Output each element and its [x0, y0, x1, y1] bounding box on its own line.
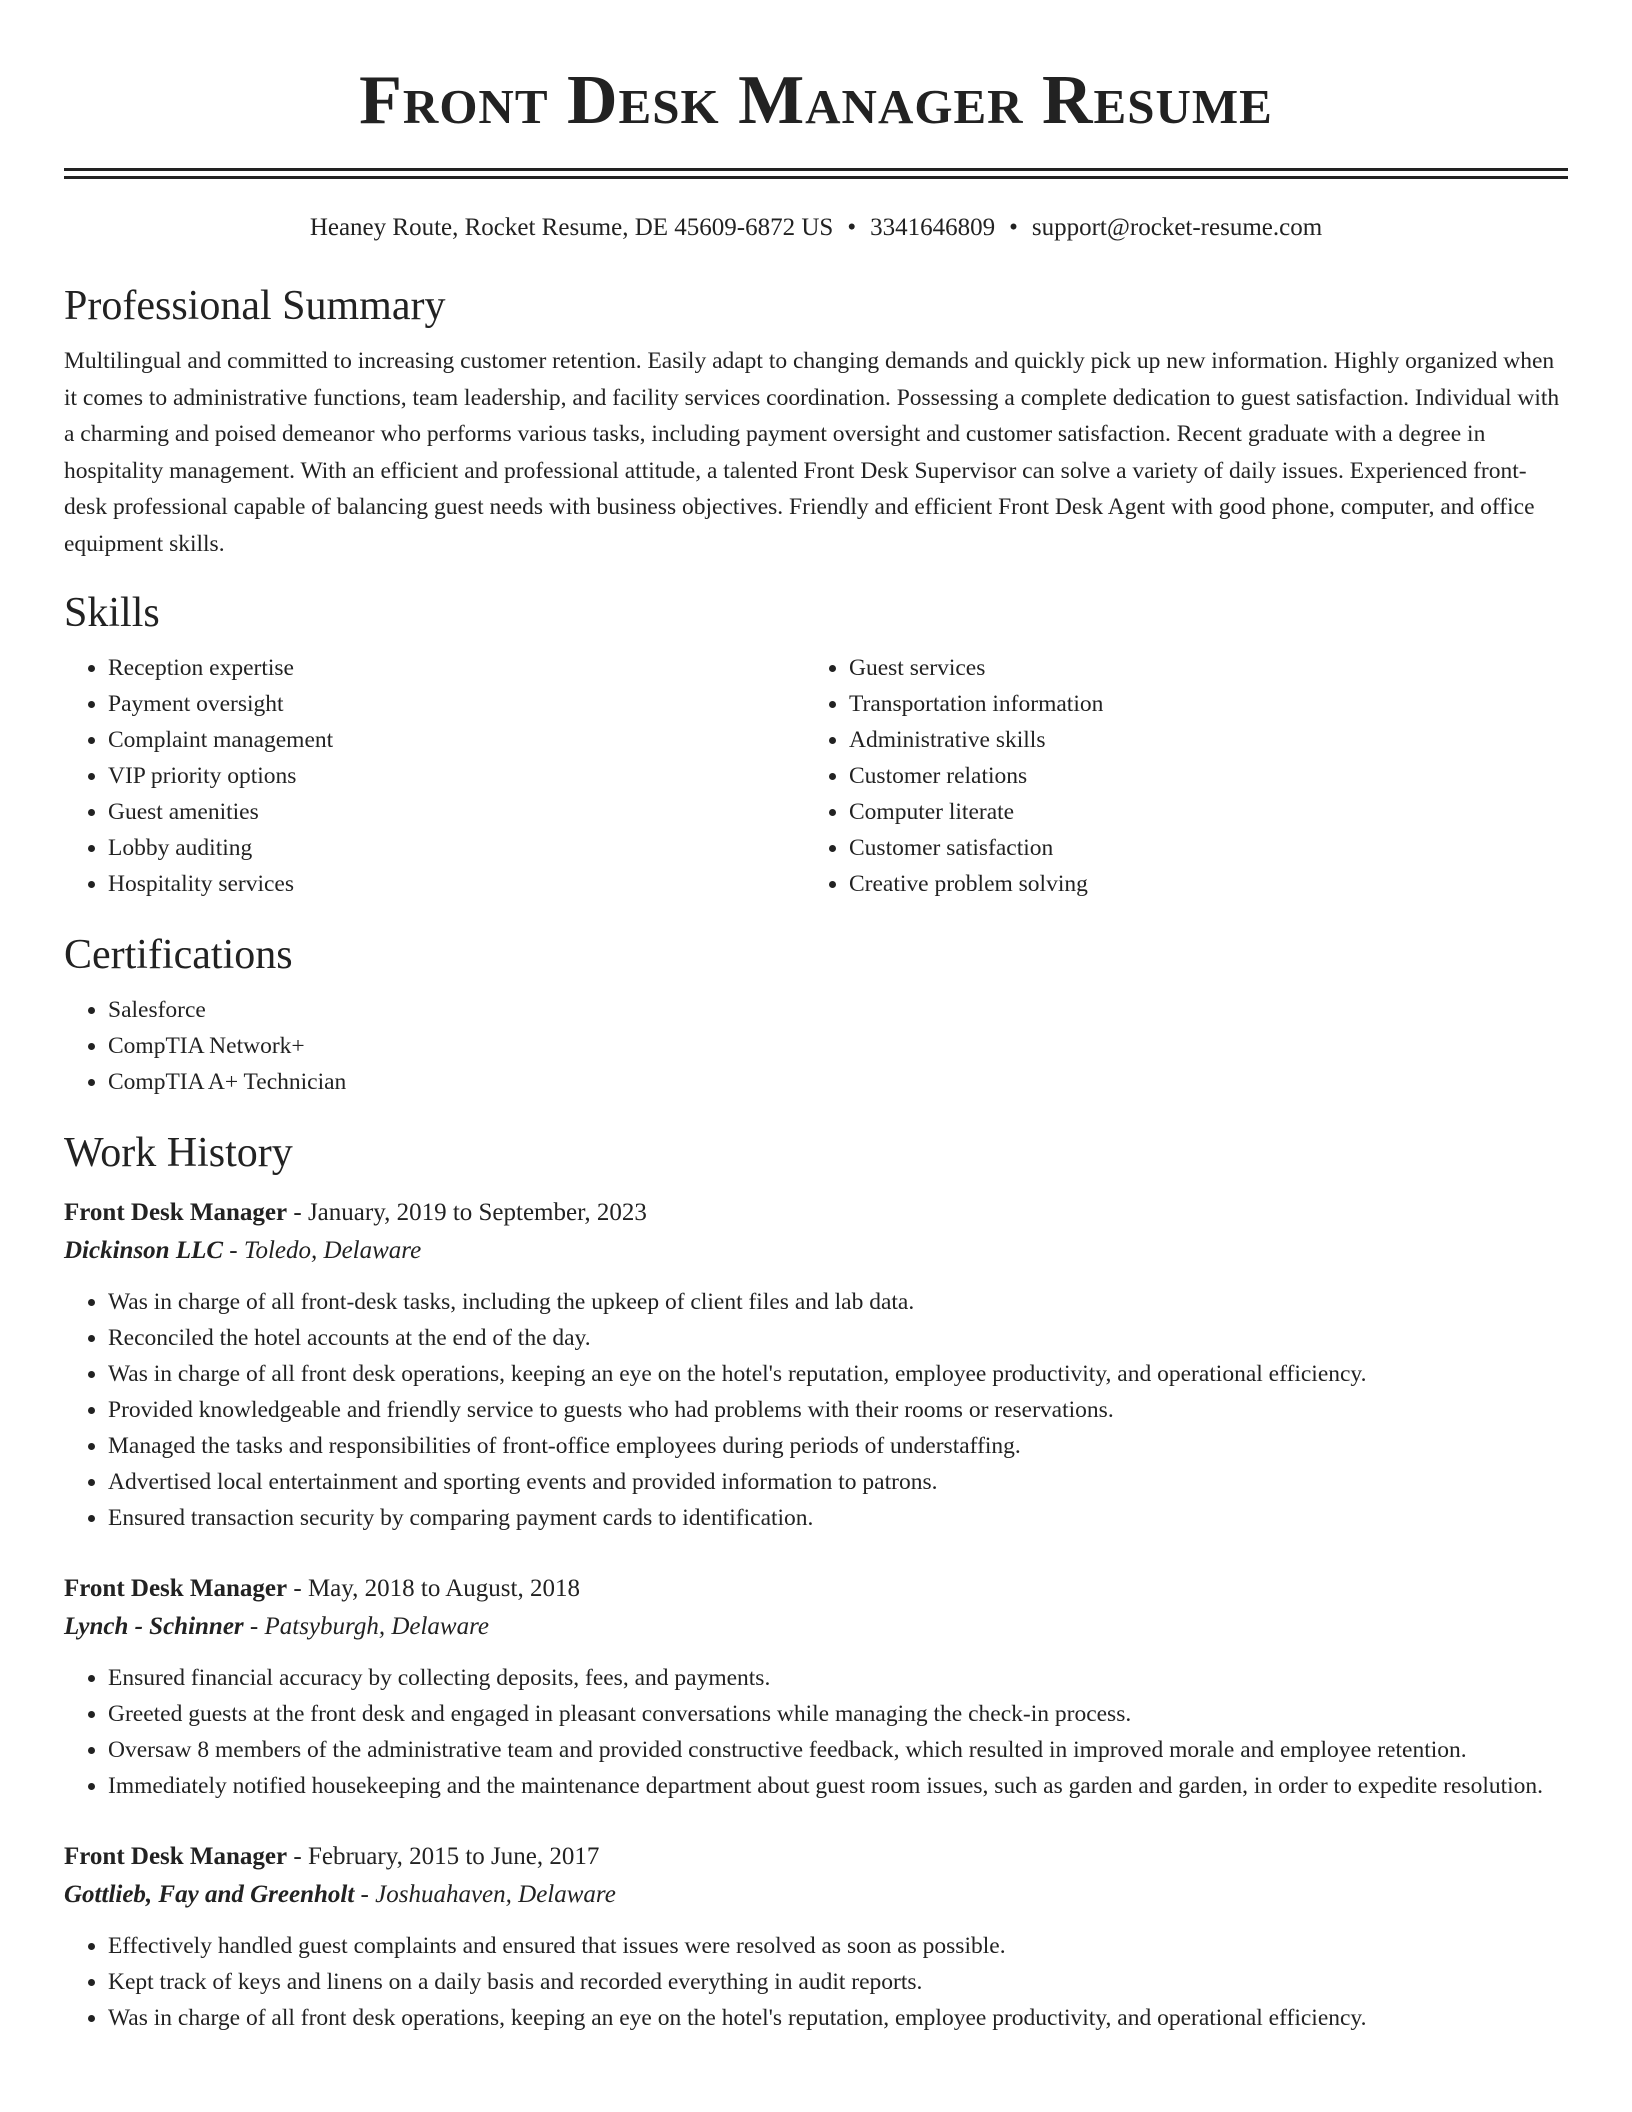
job-bullets [64, 1928, 1568, 2036]
job-bullet: • Reconciled the hotel accounts at the end of the day. [108, 1320, 1568, 1356]
work-history-heading: Work History [64, 1130, 293, 1176]
job-entry [64, 1838, 1568, 2036]
job-dates: - February, 2015 to June, 2017 [287, 1843, 600, 1870]
job-bullet: • Was in charge of all front desk operations, keeping an eye on the hotel's reputation, employee productivity, and operational efficiency. [108, 1356, 1568, 1392]
job-title-line [64, 1570, 1568, 1608]
job-bullet: • Was in charge of all front-desk tasks, including the upkeep of client files and lab data. [108, 1284, 1568, 1320]
company-line [64, 1232, 1568, 1270]
job-bullet: • Was in charge of all front desk operations, keeping an eye on the hotel's reputation, employee productivity, and operational efficiency. [108, 2000, 1568, 2036]
skill-item: • VIP priority options [108, 758, 806, 794]
skill-item: • Administrative skills [849, 722, 1548, 758]
job-bullets [64, 1660, 1568, 1804]
job-title-line [64, 1838, 1568, 1876]
company-name: Lynch - Schinner [64, 1613, 244, 1640]
page-title: Front Desk Manager Resume [359, 62, 1273, 139]
summary-text: Multilingual and committed to increasing customer retention. Easily adapt to changing demands and quickly pick up new information. Highly organized when it comes to administrative functions, team leadership, and facility services coordination. Possessing a complete dedication to guest satisfaction. Individual with a charming and poised demeanor who performs various tasks, including payment oversight and customer satisfaction. Recent graduate with a degree in hospitality management. With an efficient and professional attitude, a talented Front Desk Supervisor can solve a variety of daily issues. Experienced front-desk professional capable of balancing guest needs with business objectives. Friendly and efficient Front Desk Agent with good phone, computer, and office equipment skills. [64, 348, 1560, 557]
skill-item: • Payment oversight [108, 686, 806, 722]
skill-item: • Complaint management [108, 722, 806, 758]
company-line [64, 1876, 1568, 1914]
job-entry [64, 1194, 1568, 1536]
job-bullet: • Effectively handled guest complaints and ensured that issues were resolved as soon as possible. [108, 1928, 1568, 1964]
skills-list-right [806, 650, 1548, 902]
job-bullet: • Kept track of keys and linens on a daily basis and recorded everything in audit reports. [108, 1964, 1568, 2000]
skill-item: • Lobby auditing [108, 830, 806, 866]
contact-email: support@rocket-resume.com [1031, 214, 1323, 241]
certification-item: • CompTIA A+ Technician [108, 1064, 1568, 1100]
job-bullet: • Ensured transaction security by comparing payment cards to identification. [108, 1500, 1568, 1536]
summary-heading: Professional Summary [64, 283, 446, 329]
skill-item: • Reception expertise [108, 650, 806, 686]
skill-item: • Computer literate [849, 794, 1548, 830]
job-entry [64, 1570, 1568, 1804]
work-history-section [64, 1128, 1568, 2036]
job-title: Front Desk Manager [64, 1843, 288, 1870]
skills-grid [64, 650, 1568, 902]
contact-phone: 3341646809 [870, 214, 996, 241]
skill-item: • Customer satisfaction [849, 830, 1548, 866]
job-bullet: • Immediately notified housekeeping and the maintenance department about guest room issues, such as garden and garden, in order to expedite resolution. [108, 1768, 1568, 1804]
contact-separator: • [1009, 214, 1018, 241]
job-dates: - January, 2019 to September, 2023 [287, 1199, 647, 1226]
skills-section [64, 588, 1568, 902]
job-bullet: • Advertised local entertainment and sporting events and provided information to patrons. [108, 1464, 1568, 1500]
skill-item: • Transportation information [849, 686, 1548, 722]
certification-item: • Salesforce [108, 992, 1568, 1028]
job-title-line [64, 1194, 1568, 1232]
skill-item: • Guest services [849, 650, 1548, 686]
title-divider [64, 168, 1568, 179]
contact-address: Heaney Route, Rocket Resume, DE 45609-6872 US [309, 214, 834, 241]
certification-item: • CompTIA Network+ [108, 1028, 1568, 1064]
job-bullet: • Greeted guests at the front desk and engaged in pleasant conversations while managing the check-in process. [108, 1696, 1568, 1732]
contact-separator: • [847, 214, 857, 241]
company-location: - Joshuahaven, Delaware [354, 1881, 616, 1908]
job-dates: - May, 2018 to August, 2018 [287, 1575, 580, 1602]
contact-line [64, 213, 1568, 243]
job-title: Front Desk Manager [64, 1199, 288, 1226]
certifications-list [64, 992, 1568, 1100]
company-name: Dickinson LLC [64, 1237, 224, 1264]
skill-item: • Hospitality services [108, 866, 806, 902]
skill-item: • Creative problem solving [849, 866, 1548, 902]
skill-item: • Customer relations [849, 758, 1548, 794]
company-location: - Patsyburgh, Delaware [243, 1613, 489, 1640]
certifications-section [64, 930, 1568, 1100]
company-location: - Toledo, Delaware [223, 1237, 422, 1264]
summary-section [64, 281, 1568, 562]
company-line [64, 1608, 1568, 1646]
job-bullet: • Oversaw 8 members of the administrative team and provided constructive feedback, which resulted in improved morale and employee retention. [108, 1732, 1568, 1768]
job-title: Front Desk Manager [64, 1575, 288, 1602]
company-name: Gottlieb, Fay and Greenholt [64, 1881, 355, 1908]
skills-list-left [64, 650, 806, 902]
job-bullet: • Provided knowledgeable and friendly service to guests who had problems with their rooms or reservations. [108, 1392, 1568, 1428]
job-bullet: • Managed the tasks and responsibilities of front-office employees during periods of understaffing. [108, 1428, 1568, 1464]
job-bullet: • Ensured financial accuracy by collecting deposits, fees, and payments. [108, 1660, 1568, 1696]
job-bullets [64, 1284, 1568, 1536]
skills-heading: Skills [64, 590, 160, 636]
certifications-heading: Certifications [64, 932, 293, 978]
skill-item: • Guest amenities [108, 794, 806, 830]
